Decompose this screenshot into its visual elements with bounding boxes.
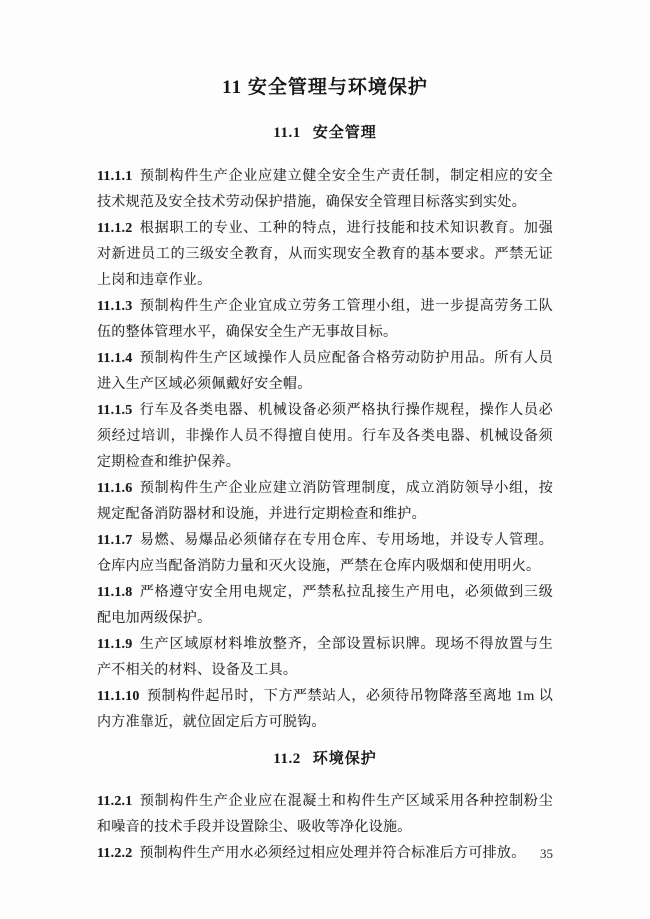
section-number: 11.1 [273,125,301,141]
clause-text: 预制构件生产企业应建立健全安全生产责任制，制定相应的安全技术规范及安全技术劳动保护措施，确保安全管理目标落实到实处。 [97,169,553,210]
section-body-safety [97,164,553,736]
section-title: 环境保护 [312,751,377,767]
clause-11-1-4 [97,346,553,398]
clause-11-1-1 [97,164,553,216]
clause-text: 预制构件生产企业应建立消防管理制度，成立消防领导小组，按规定配备消防器材和设施，并进行定期检查和维护。 [97,481,553,522]
clause-text: 生产区域原材料堆放整齐，全部设置标识牌。现场不得放置与生产不相关的材料、设备及工具。 [97,637,553,678]
clause-text: 行车及各类电器、机械设备必须严格执行操作规程，操作人员必须经过培训，非操作人员不得擅自使用。行车及各类电器、机械设备须定期检查和维护保养。 [97,403,553,470]
clause-11-1-9 [97,632,553,684]
clause-11-2-1 [97,789,553,841]
clause-11-1-6 [97,476,553,528]
section-heading-safety [0,124,650,143]
clause-11-1-5 [97,398,553,476]
clause-11-1-2 [97,216,553,294]
clause-number: 11.1.10 [97,689,140,704]
clause-number: 11.1.4 [97,351,133,366]
clause-number: 11.1.6 [97,481,133,496]
clause-text: 预制构件生产企业应在混凝土和构件生产区域采用各种控制粉尘和噪音的技术手段并设置除尘、吸收等净化设施。 [97,794,553,835]
clause-number: 11.2.2 [97,846,133,861]
clause-number: 11.1.5 [97,403,133,418]
clause-11-1-3 [97,294,553,346]
section-title: 安全管理 [312,125,377,141]
clause-text: 预制构件生产用水必须经过相应处理并符合标准后方可排放。 [139,846,526,861]
clause-number: 11.1.8 [97,585,133,600]
section-heading-environment [0,750,650,769]
clause-number: 11.1.9 [97,637,133,652]
clause-number: 11.1.1 [97,169,133,184]
clause-11-1-10 [97,684,553,736]
clause-number: 11.2.1 [97,794,133,809]
clause-number: 11.1.2 [97,221,133,236]
clause-11-1-8 [97,580,553,632]
clause-text: 严格遵守安全用电规定，严禁私拉乱接生产用电，必须做到三级配电加两级保护。 [97,585,553,626]
clause-number: 11.1.3 [97,299,133,314]
clause-11-1-7 [97,528,553,580]
clause-number: 11.1.7 [97,533,133,548]
clause-text: 预制构件生产区域操作人员应配备合格劳动防护用品。所有人员进入生产区域必须佩戴好安全帽。 [97,351,553,392]
clause-text: 易燃、易爆品必须储存在专用仓库、专用场地，并设专人管理。仓库内应当配备消防力量和灭火设施，严禁在仓库内吸烟和使用明火。 [97,533,553,574]
clause-text: 根据职工的专业、工种的特点，进行技能和技术知识教育。加强对新进员工的三级安全教育，从而实现安全教育的基本要求。严禁无证上岗和违章作业。 [97,221,553,288]
section-number: 11.2 [273,751,301,767]
clause-text: 预制构件起吊时，下方严禁站人，必须待吊物降落至离地 1m 以内方准靠近，就位固定后方可脱钩。 [97,689,553,730]
chapter-title: 11 安全管理与环境保护 [222,77,428,98]
page-number: 35 [540,846,553,861]
clause-text: 预制构件生产企业宜成立劳务工管理小组，进一步提高劳务工队伍的整体管理水平，确保安全生产无事故目标。 [97,299,553,340]
